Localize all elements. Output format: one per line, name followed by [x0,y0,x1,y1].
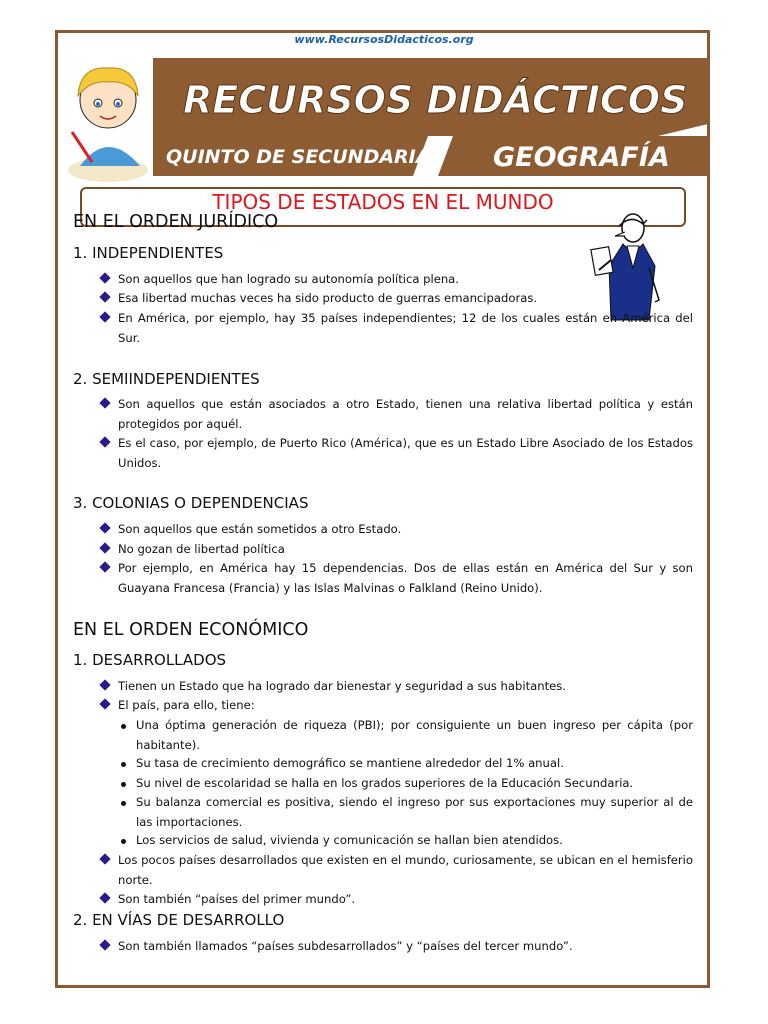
list-item: En América, por ejemplo, hay 35 países independientes; 12 de los cuales están en América del Sur. [103,309,693,348]
sub-list-item: Los servicios de salud, vivienda y comunicación se hallan bien atendidos. [118,831,693,851]
list-item: Son aquellos que han logrado su autonomía política plena. [103,270,693,290]
page-title: TIPOS DE ESTADOS EN EL MUNDO [212,190,554,214]
list-item: Los pocos países desarrollados que existen en el mundo, curiosamente, se ubican en el hemisferio norte. [103,851,693,890]
list-item: Son también “países del primer mundo”. [103,890,693,910]
list-item: El país, para ello, tiene: [103,696,693,716]
subject-label: GEOGRAFÍA [493,142,670,173]
list-item: Son aquellos que están asociados a otro Estado, tienen una relativa libertad política y están protegidos por aquél. [103,395,693,434]
list-item: Tienen un Estado que ha logrado dar bienestar y seguridad a sus habitantes. [103,677,693,697]
section-desarrollados: 1. DESARROLLADOS [73,651,227,669]
list-item: Es el caso, por ejemplo, de Puerto Rico (América), que es un Estado Libre Asociado de los Estados Unidos. [103,434,693,473]
sub-list-item: Su nivel de escolaridad se halla en los grados superiores de la Educación Secundaria. [118,774,693,794]
list-item: No gozan de libertad política [103,540,693,560]
section-semiindependientes: 2. SEMIINDEPENDIENTES [73,370,260,388]
sub-list-item: Una óptima generación de riqueza (PBI); por consiguiente un buen ingreso per cápita (por habitante). [118,716,693,755]
list-item: Por ejemplo, en América hay 15 dependencias. Dos de ellas están en América del Sur y son Guayana Francesa (Francia) y las Islas Malvinas o Falkland (Reino Unido). [103,559,693,598]
dot-bullet-icon [121,839,126,844]
list-item: Esa libertad muchas veces ha sido producto de guerras emancipadoras. [103,289,693,309]
list-item: Son aquellos que están sometidos a otro Estado. [103,520,693,540]
section-en-vias-de-desarrollo: 2. EN VÍAS DE DESARROLLO [73,911,285,929]
list-item: Son también llamados “países subdesarrollados” y “países del tercer mundo”. [103,937,693,957]
brand-title: RECURSOS DIDÁCTICOS [183,78,688,122]
heading-orden-juridico: EN EL ORDEN JURÍDICO [73,212,279,232]
grade-label: QUINTO DE SECUNDARIA [166,146,431,168]
section-colonias: 3. COLONIAS O DEPENDENCIAS [73,494,309,512]
sub-list-item: Su tasa de crecimiento demográfico se mantiene alrededor del 1% anual. [118,754,693,774]
header-banner [58,58,708,184]
section-independientes: 1. INDEPENDIENTES [73,244,224,262]
sub-list-item: Su balanza comercial es positiva, siendo el ingreso por sus exportaciones muy superior al de las importaciones. [118,793,693,832]
website-url[interactable]: www.RecursosDidacticos.org [294,33,474,46]
dot-bullet-icon [121,724,126,729]
dot-bullet-icon [121,762,126,767]
dot-bullet-icon [121,782,126,787]
heading-orden-economico: EN EL ORDEN ECONÓMICO [73,620,309,640]
child-writing-illustration [68,68,148,182]
dot-bullet-icon [121,801,126,806]
